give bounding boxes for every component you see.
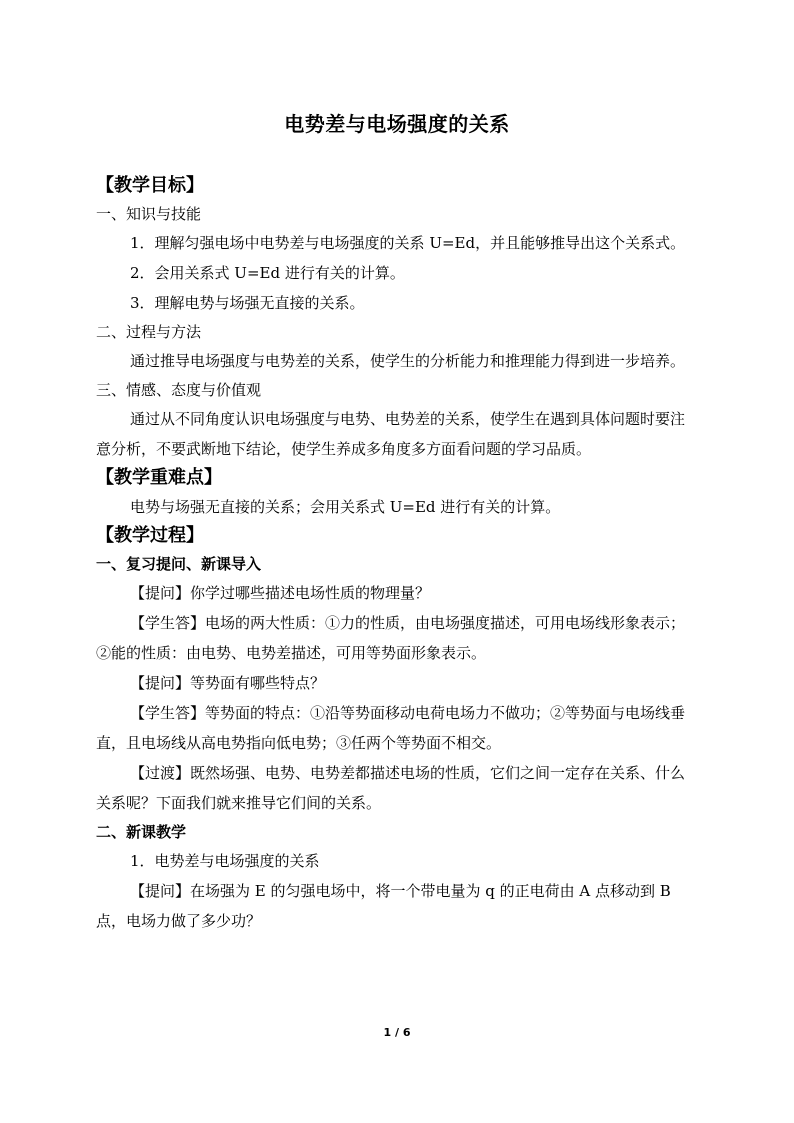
document-title: 电势差与电场强度的关系 — [284, 112, 510, 136]
section-heading-key-points: 【教学重难点】 — [96, 467, 222, 488]
subheading-review-intro: 一、复习提问、新课导入 — [96, 555, 262, 573]
objective-item-1: 1．理解匀强电场中电势差与电场强度的关系 U=Ed，并且能够推导出这个关系式。 — [130, 234, 686, 252]
review-question-2: 【提问】等势面有哪些特点？ — [130, 674, 326, 692]
review-answer-2: 【学生答】等势面的特点：①沿等势面移动电荷电场力不做功；②等势面与电场线垂直，且电场线从高电势指向低电势；③任两个等势面不相交。 — [96, 704, 686, 752]
process-method-text: 通过推导电场强度与电势差的关系，使学生的分析能力和推理能力得到进一步培养。 — [130, 352, 686, 370]
new-lesson-subtopic-1: 1．电势差与电场强度的关系 — [130, 852, 320, 870]
subheading-emotion-values: 三、情感、态度与价值观 — [96, 381, 262, 399]
objective-item-2: 2．会用关系式 U=Ed 进行有关的计算。 — [130, 264, 405, 282]
review-answer-1: 【学生答】电场的两大性质：①力的性质，由电场强度描述，可用电场线形象表示；②能的性质：由电势、电势差描述，可用等势面形象表示。 — [96, 614, 686, 662]
new-lesson-question-1: 【提问】在场强为 E 的匀强电场中，将一个带电量为 q 的正电荷由 A 点移动到 B 点，电场力做了多少功？ — [96, 882, 671, 930]
key-points-text: 电势与场强无直接的关系；会用关系式 U=Ed 进行有关的计算。 — [130, 498, 561, 516]
document-body — [96, 172, 694, 936]
review-transition: 【过渡】既然场强、电势、电势差都描述电场的性质，它们之间一定存在关系、什么关系呢？下面我们就来推导它们间的关系。 — [96, 764, 686, 812]
section-heading-objectives: 【教学目标】 — [96, 175, 204, 196]
subheading-knowledge-skills: 一、知识与技能 — [96, 205, 202, 223]
section-heading-process: 【教学过程】 — [96, 525, 204, 546]
page-number: 1 / 6 — [383, 1026, 411, 1039]
emotion-values-text: 通过从不同角度认识电场强度与电势、电势差的关系，使学生在遇到具体问题时要注意分析，不要武断地下结论，使学生养成多角度多方面看问题的学习品质。 — [96, 410, 686, 458]
subheading-new-lesson: 二、新课教学 — [96, 823, 187, 841]
review-question-1: 【提问】你学过哪些描述电场性质的物理量？ — [130, 584, 431, 602]
subheading-process-method: 二、过程与方法 — [96, 323, 202, 341]
objective-item-3: 3．理解电势与场强无直接的关系。 — [130, 294, 365, 312]
